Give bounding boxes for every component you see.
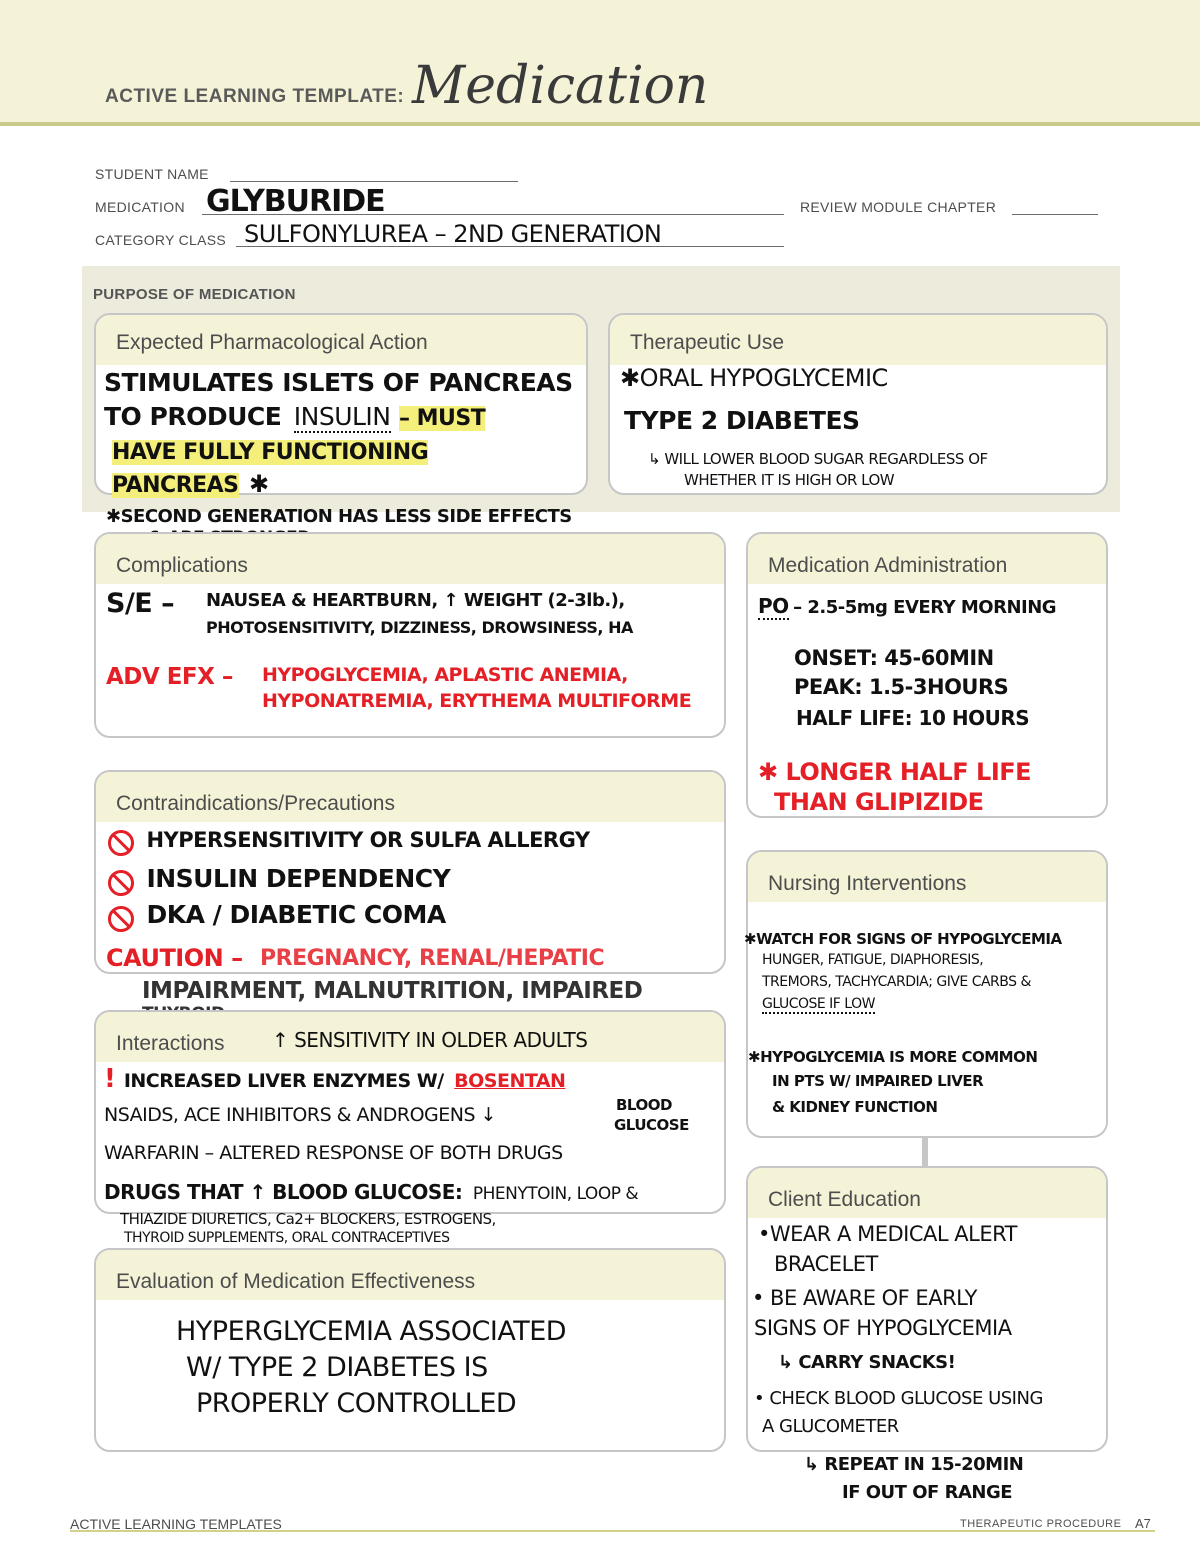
- caution-line-2: IMPAIRMENT, MALNUTRITION, IMPAIRED: [142, 978, 643, 1004]
- education-line-9: IF OUT OF RANGE: [842, 1482, 1013, 1503]
- purpose-label: PURPOSE OF MEDICATION: [93, 286, 296, 303]
- must-text: – MUST: [398, 406, 486, 431]
- student-name-field[interactable]: [230, 181, 518, 182]
- education-line-1: •WEAR A MEDICAL ALERT: [758, 1222, 1017, 1246]
- se-line-2: PHOTOSENSITIVITY, DIZZINESS, DROWSINESS, HA: [206, 618, 633, 637]
- page-number: A7: [1135, 1516, 1151, 1531]
- route-text: PO: [758, 594, 789, 618]
- contra-item-3: [108, 900, 446, 932]
- admin-red-2: THAN GLIPIZIDE: [774, 788, 984, 816]
- category-class-value: SULFONYLUREA – 2ND GENERATION: [244, 220, 662, 248]
- category-class-label: CATEGORY CLASS: [95, 232, 227, 248]
- interaction-line-6: THYROID SUPPLEMENTS, ORAL CONTRACEPTIVES: [124, 1230, 450, 1246]
- note-line-1: ✱SECOND GENERATION HAS LESS SIDE EFFECTS: [106, 506, 572, 527]
- interactions-note: ↑ SENSITIVITY IN OLDER ADULTS: [272, 1028, 588, 1052]
- action-line-1: STIMULATES ISLETS OF PANCREAS: [104, 368, 573, 397]
- education-line-3: • BE AWARE OF EARLY: [752, 1286, 977, 1310]
- box-title: Client Education: [768, 1188, 921, 1211]
- nursing-line-4: GLUCOSE IF LOW: [762, 996, 875, 1012]
- evaluation-line-1: HYPERGLYCEMIA ASSOCIATED: [176, 1316, 567, 1347]
- interaction-text: DRUGS THAT ↑ BLOOD GLUCOSE:: [104, 1180, 463, 1204]
- box-title: Complications: [116, 554, 248, 577]
- pancreas-text: PANCREAS: [112, 473, 239, 498]
- template-label: ACTIVE LEARNING TEMPLATE:: [105, 86, 405, 107]
- peak-text: PEAK: 1.5-3HOURS: [794, 675, 1009, 699]
- education-line-8: ↳ REPEAT IN 15-20MIN: [804, 1454, 1024, 1475]
- interaction-line-4: [104, 1180, 638, 1204]
- interaction-line-1: [104, 1064, 565, 1094]
- caution-line-1: PREGNANCY, RENAL/HEPATIC: [260, 946, 605, 971]
- onset-text: ONSET: 45-60MIN: [794, 646, 994, 670]
- blood-text: BLOOD: [616, 1096, 672, 1114]
- evaluation-box: [94, 1248, 726, 1452]
- warning-icon: !: [104, 1064, 116, 1094]
- contra-text: DKA / DIABETIC COMA: [146, 900, 446, 929]
- prohibited-icon: [108, 906, 134, 932]
- adv-line-1: HYPOGLYCEMIA, APLASTIC ANEMIA,: [262, 664, 628, 686]
- adv-label: ADV EFX –: [106, 664, 233, 690]
- box-title: Nursing Interventions: [768, 872, 967, 895]
- action-text: TO PRODUCE: [104, 402, 282, 431]
- action-line-3: HAVE FULLY FUNCTIONING: [112, 440, 429, 465]
- nursing-line-2: HUNGER, FATIGUE, DIAPHORESIS,: [762, 952, 984, 968]
- box-title: Evaluation of Medication Effectiveness: [116, 1270, 476, 1293]
- nursing-line-1: ✱WATCH FOR SIGNS OF HYPOGLYCEMIA: [744, 930, 1062, 948]
- nursing-box: [746, 850, 1108, 1138]
- admin-red-1: ✱ LONGER HALF LIFE: [758, 758, 1032, 786]
- contra-text: HYPERSENSITIVITY OR SULFA ALLERGY: [146, 828, 590, 852]
- review-module-field[interactable]: [1012, 214, 1098, 215]
- education-line-7: A GLUCOMETER: [762, 1416, 899, 1437]
- interaction-text: PHENYTOIN, LOOP &: [472, 1184, 639, 1204]
- nursing-line-6: IN PTS W/ IMPAIRED LIVER: [772, 1072, 984, 1090]
- use-line-1: ✱ORAL HYPOGLYCEMIC: [620, 364, 888, 392]
- use-line-4: WHETHER IT IS HIGH OR LOW: [684, 471, 895, 489]
- bosentan-text: BOSENTAN: [454, 1070, 566, 1092]
- action-line-2: [104, 402, 485, 431]
- asterisk-mark: ✱: [248, 470, 269, 498]
- footer-right-text: THERAPEUTIC PROCEDURE: [960, 1518, 1122, 1530]
- evaluation-line-3: PROPERLY CONTROLLED: [196, 1388, 517, 1419]
- interaction-line-5: THIAZIDE DIURETICS, Ca2+ BLOCKERS, ESTROGENS,: [120, 1210, 496, 1228]
- interaction-line-3: WARFARIN – ALTERED RESPONSE OF BOTH DRUGS: [104, 1142, 563, 1164]
- connector-line: [922, 1136, 928, 1166]
- caution-label: CAUTION –: [106, 944, 243, 972]
- use-line-3: ↳ WILL LOWER BLOOD SUGAR REGARDLESS OF: [648, 450, 988, 468]
- nursing-line-5: ✱HYPOGLYCEMIA IS MORE COMMON: [748, 1048, 1038, 1066]
- use-line-2: TYPE 2 DIABETES: [624, 406, 860, 435]
- student-name-label: STUDENT NAME: [95, 166, 209, 182]
- contra-text: INSULIN DEPENDENCY: [146, 864, 451, 893]
- nursing-line-3: TREMORS, TACHYCARDIA; GIVE CARBS &: [762, 974, 1031, 990]
- nursing-line-7: & KIDNEY FUNCTION: [772, 1098, 938, 1116]
- evaluation-line-2: W/ TYPE 2 DIABETES IS: [186, 1352, 488, 1383]
- medication-label: MEDICATION: [95, 199, 185, 215]
- insulin-text: INSULIN: [293, 402, 391, 431]
- box-title: Interactions: [116, 1032, 225, 1055]
- contra-item-2: [108, 864, 450, 896]
- education-line-6: • CHECK BLOOD GLUCOSE USING: [754, 1388, 1043, 1409]
- review-module-label: REVIEW MODULE CHAPTER: [800, 199, 997, 215]
- box-title: Medication Administration: [768, 554, 1008, 577]
- dose-text: – 2.5-5mg EVERY MORNING: [793, 597, 1057, 618]
- prohibited-icon: [108, 830, 134, 856]
- education-line-5: ↳ CARRY SNACKS!: [778, 1352, 956, 1373]
- se-line-1: NAUSEA & HEARTBURN, ↑ WEIGHT (2-3lb.),: [206, 590, 625, 611]
- se-label: S/E –: [106, 588, 175, 619]
- box-title: Contraindications/Precautions: [116, 792, 395, 815]
- admin-line-1: [758, 594, 1056, 618]
- medication-value: GLYBURIDE: [206, 184, 385, 219]
- education-line-2: BRACELET: [774, 1252, 878, 1276]
- prohibited-icon: [108, 870, 134, 896]
- template-title: Medication: [412, 56, 709, 116]
- glucose-text: GLUCOSE: [614, 1116, 689, 1134]
- half-life-text: HALF LIFE: 10 HOURS: [796, 706, 1030, 730]
- adv-line-2: HYPONATREMIA, ERYTHEMA MULTIFORME: [262, 690, 692, 712]
- interaction-text: INCREASED LIVER ENZYMES W/: [123, 1070, 444, 1092]
- header-divider: [0, 122, 1200, 126]
- contra-item-1: [108, 828, 590, 856]
- education-line-4: SIGNS OF HYPOGLYCEMIA: [754, 1316, 1012, 1340]
- box-title: Therapeutic Use: [630, 331, 785, 354]
- footer-left-text: ACTIVE LEARNING TEMPLATES: [70, 1516, 282, 1532]
- box-title: Expected Pharmacological Action: [116, 331, 428, 354]
- interaction-line-2: NSAIDS, ACE INHIBITORS & ANDROGENS ↓: [104, 1104, 496, 1126]
- action-line-4: [112, 470, 269, 498]
